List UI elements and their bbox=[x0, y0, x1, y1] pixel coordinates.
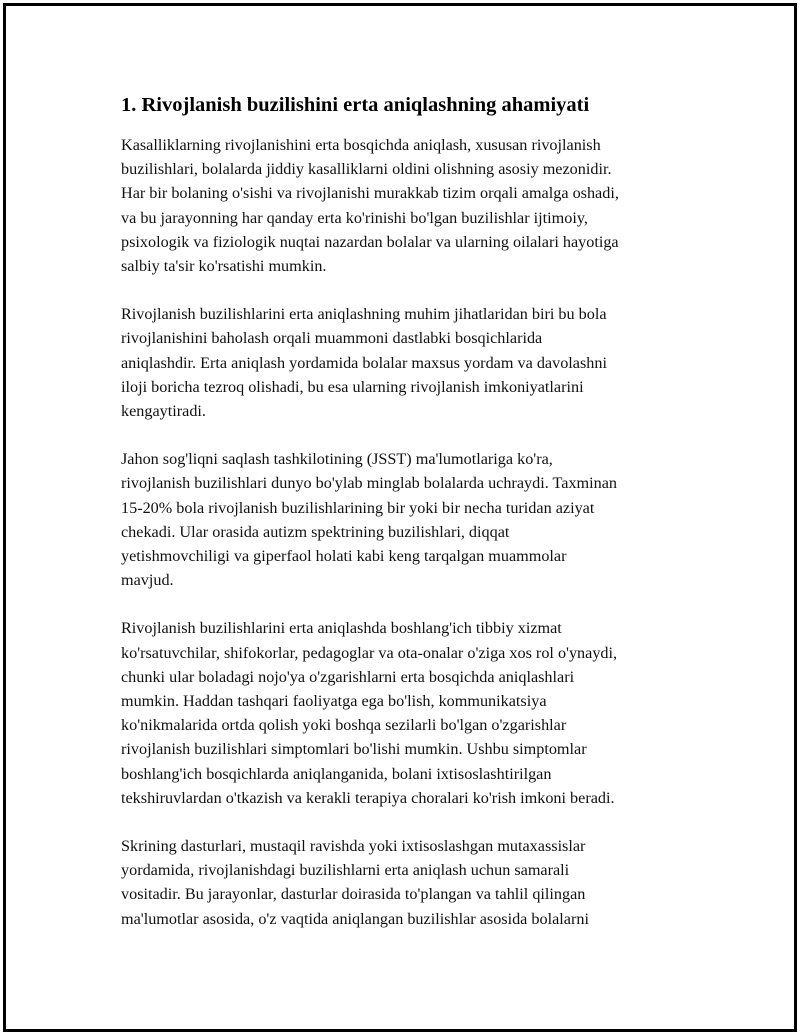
paragraph-2: Rivojlanish buzilishlarini erta aniqlashning muhim jihatlaridan biri bu bola rivojlanishini baholash orqali muammoni dastlabki bosqichlarida aniqlashdir. Erta aniqlash yordamida bolalar maxsus yordam va davolashni iloji boricha tezroq olishadi, bu esa ularning rivojlanish imkoniyatlarini kengaytiradi. bbox=[121, 305, 607, 421]
paragraph-3: Jahon sog'liqni saqlash tashkilotining (JSST) ma'lumotlariga ko'ra, rivojlanish buzilishlari dunyo bo'ylab minglab bolalarda uchraydi. Taxminan 15-20% bola rivojlanish buzilishlarining bir yoki bir necha turidan aziyat chekadi. Ular orasida autizm spektrining buzilishlari, diqqat yetishmovchiligi va giperfaol holati kabi keng tarqalgan muammolar mavjud. bbox=[121, 450, 617, 590]
document-page bbox=[3, 3, 797, 1032]
document-body bbox=[121, 91, 701, 955]
paragraph-1: Kasalliklarning rivojlanishini erta bosqichda aniqlash, xususan rivojlanish buzilishlari, bolalarda jiddiy kasalliklarni oldini olishning asosiy mezonidir. Har bir bolaning o'sishi va rivojlanishi murakkab tizim orqali amalga oshadi, va bu jarayonning har qanday erta ko'rinishi bo'lgan buzilishlar ijtimoiy, psixologik va fiziologik nuqtai nazardan bolalar va ularning oilalari hayotiga salbiy ta'sir ko'rsatishi mumkin. bbox=[121, 136, 619, 276]
paragraph-4: Rivojlanish buzilishlarini erta aniqlashda boshlang'ich tibbiy xizmat ko'rsatuvchilar, shifokorlar, pedagoglar va ota-onalar o'ziga xos rol o'ynaydi, chunki ular boladagi nojo'ya o'zgarishlarni erta bosqichda aniqlashlari mumkin. Haddan tashqari faoliyatga ega bo'lish, kommunikatsiya ko'nikmalarida ortda qolish yoki boshqa sezilarli bo'lgan o'zgarishlar rivojlanish buzilishlari simptomlari bo'lishi mumkin. Ushbu simptomlar boshlang'ich bosqichlarda aniqlanganida, bolani ixtisoslashtirilgan tekshiruvlardan o'tkazish va kerakli terapiya choralari ko'rish imkoni beradi. bbox=[121, 619, 618, 807]
section-heading: 1. Rivojlanish buzilishini erta aniqlashning ahamiyati bbox=[121, 94, 590, 116]
paragraph-5: Skrining dasturlari, mustaqil ravishda yoki ixtisoslashgan mutaxassislar yordamida, rivojlanishdagi buzilishlarni erta aniqlash uchun samarali vositadir. Bu jarayonlar, dasturlar doirasida to'plangan va tahlil qilingan ma'lumotlar asosida, o'z vaqtida aniqlangan buzilishlar asosida bolalarni bbox=[121, 837, 589, 928]
